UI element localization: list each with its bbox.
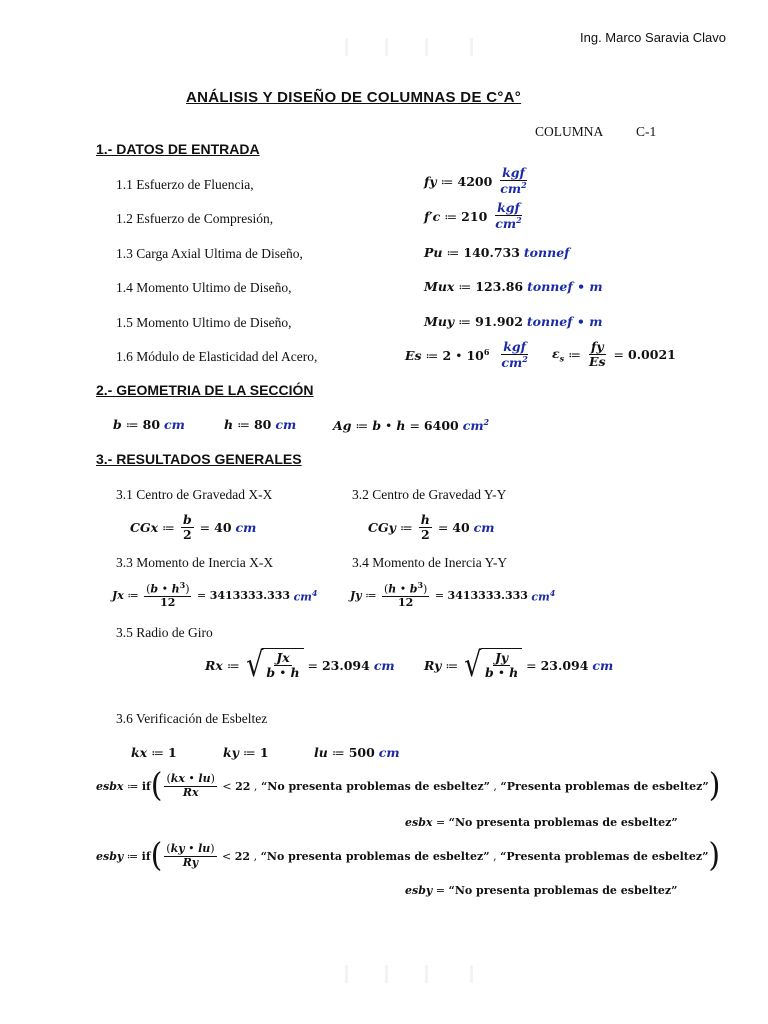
item-1-3: 1.3 Carga Axial Ultima de Diseño,: [116, 246, 303, 261]
item-1-4: 1.4 Momento Ultimo de Diseño,: [116, 280, 292, 295]
muy-value: 91.902: [475, 314, 523, 329]
item-3-3: 3.3 Momento de Inercia X-X: [116, 555, 274, 570]
column-id: C-1: [636, 124, 657, 139]
pu-value: 140.733: [463, 245, 520, 260]
scan-artifact: [425, 38, 428, 56]
column-label: COLUMNA: [535, 124, 604, 139]
formula-jx: Jx ≔ $\frac{(b • h^3)}{12}$ = 3413333.333 $cm^4$: [112, 580, 318, 610]
result-esby: esby = “No presenta problemas de esbeltez”: [405, 884, 678, 897]
unit-kgf-cm2: $\frac{\text{kgf}}{cm^2}$: [495, 200, 522, 232]
formula-ky: ky ≔ 1: [223, 745, 269, 760]
jx-value: 3413333.333: [209, 588, 291, 602]
formula-ry: Ry ≔ √ $\frac{Jy}{b • h}$ = 23.094 cm: [424, 645, 614, 685]
formula-kx: kx ≔ 1: [131, 745, 177, 760]
cgy-value: 40: [452, 520, 470, 536]
formula-jy: Jy ≔ $\frac{(h • b^3)}{12}$ = 3413333.333 $cm^4$: [350, 580, 556, 610]
formula-es: Es ≔ 2 • $10^6$ $\frac{\text{kgf}}{cm^2}$: [405, 339, 528, 371]
ry-value: 23.094: [540, 657, 589, 673]
item-3-4: 3.4 Momento de Inercia Y-Y: [352, 555, 508, 570]
fy-value: 4200: [457, 173, 493, 189]
formula-muy: Muy ≔ 91.902 tonnef • m: [424, 314, 603, 329]
ky-value: 1: [259, 745, 269, 760]
section-heading-1: 1.- DATOS DE ENTRADA: [96, 141, 260, 157]
item-3-6: 3.6 Verificación de Esbeltez: [116, 711, 268, 726]
page-title: ANÁLISIS Y DISEÑO DE COLUMNAS DE C°A°: [186, 89, 522, 106]
formula-h: h ≔ 80 cm: [224, 417, 297, 432]
item-3-2: 3.2 Centro de Gravedad Y-Y: [352, 487, 507, 502]
formula-pu: Pu ≔ 140.733 tonnef: [424, 245, 570, 260]
h-value: 80: [253, 417, 272, 432]
lu-value: 500: [348, 745, 375, 760]
ag-value: 6400: [423, 417, 459, 433]
result-esbx: esbx = “No presenta problemas de esbeltez”: [405, 816, 678, 829]
formula-cgy: CGy ≔ $\frac{h}{2}$ = 40 cm: [368, 512, 495, 543]
formula-b: b ≔ 80 cm: [113, 417, 185, 432]
formula-cgx: CGx ≔ $\frac{b}{2}$ = 40 cm: [130, 512, 257, 543]
section-heading-3: 3.- RESULTADOS GENERALES: [96, 451, 302, 467]
unit-kgf-cm2: $\frac{\text{kgf}}{cm^2}$: [500, 165, 527, 197]
b-value: 80: [142, 417, 161, 432]
formula-epsilon-s: $\varepsilon_s$ ≔ $\frac{fy}{Es}$ = 0.0021: [552, 339, 676, 370]
unit-tonnef: tonnef: [523, 245, 570, 260]
esbx-result: “No presenta problemas de esbeltez”: [448, 816, 678, 829]
scan-artifact: [385, 965, 388, 983]
scan-artifact: [470, 965, 473, 983]
esby-result: “No presenta problemas de esbeltez”: [448, 884, 678, 897]
formula-rx: Rx ≔ √ $\frac{Jx}{b • h}$ = 23.094 cm: [205, 645, 395, 685]
fc-value: 210: [461, 208, 488, 224]
author-header: Ing. Marco Saravia Clavo: [580, 30, 726, 45]
item-3-1: 3.1 Centro de Gravedad X-X: [116, 487, 273, 502]
formula-mux: Mux ≔ 123.86 tonnef • m: [424, 279, 603, 294]
formula-lu: lu ≔ 500 cm: [314, 745, 400, 760]
kx-value: 1: [168, 745, 177, 760]
epsilon-value: 0.0021: [628, 347, 676, 363]
unit-kgf-cm2: $\frac{\text{kgf}}{cm^2}$: [501, 339, 528, 371]
item-3-5: 3.5 Radio de Giro: [116, 625, 213, 640]
formula-fy: fy ≔ 4200 $\frac{\text{kgf}}{cm^2}$: [424, 165, 527, 197]
item-1-6: 1.6 Módulo de Elasticidad del Acero,: [116, 349, 318, 364]
jy-value: 3413333.333: [447, 588, 528, 602]
section-heading-2: 2.- GEOMETRIA DE LA SECCIÓN: [96, 382, 314, 398]
item-1-5: 1.5 Momento Ultimo de Diseño,: [116, 315, 292, 330]
unit-tonnef-m: tonnef • m: [526, 314, 603, 329]
formula-esbx: esbx ≔ if ( $\frac{(kx • lu)}{Rx}$ < 22 , “No presenta problemas de esbeltez” , “Presenta problemas de esbeltez” ): [96, 766, 721, 805]
mux-value: 123.86: [475, 279, 524, 294]
scan-artifact: [345, 38, 348, 56]
scan-artifact: [345, 965, 348, 983]
item-1-2: 1.2 Esfuerzo de Compresión,: [116, 211, 274, 226]
scan-artifact: [425, 965, 428, 983]
item-1-1: 1.1 Esfuerzo de Fluencia,: [116, 177, 254, 192]
rx-value: 23.094: [321, 657, 370, 673]
formula-ag: Ag ≔ b • h = 6400 $cm^2$: [333, 417, 490, 434]
scan-artifact: [385, 38, 388, 56]
scan-artifact: [470, 38, 473, 56]
formula-fc: f′c ≔ 210 $\frac{\text{kgf}}{cm^2}$: [424, 200, 522, 232]
cgx-value: 40: [214, 520, 232, 536]
unit-tonnef-m: tonnef • m: [527, 279, 603, 294]
formula-esby: esby ≔ if ( $\frac{(ky • lu)}{Ry}$ < 22 , “No presenta problemas de esbeltez” , “Presenta problemas de esbeltez” ): [96, 836, 721, 875]
